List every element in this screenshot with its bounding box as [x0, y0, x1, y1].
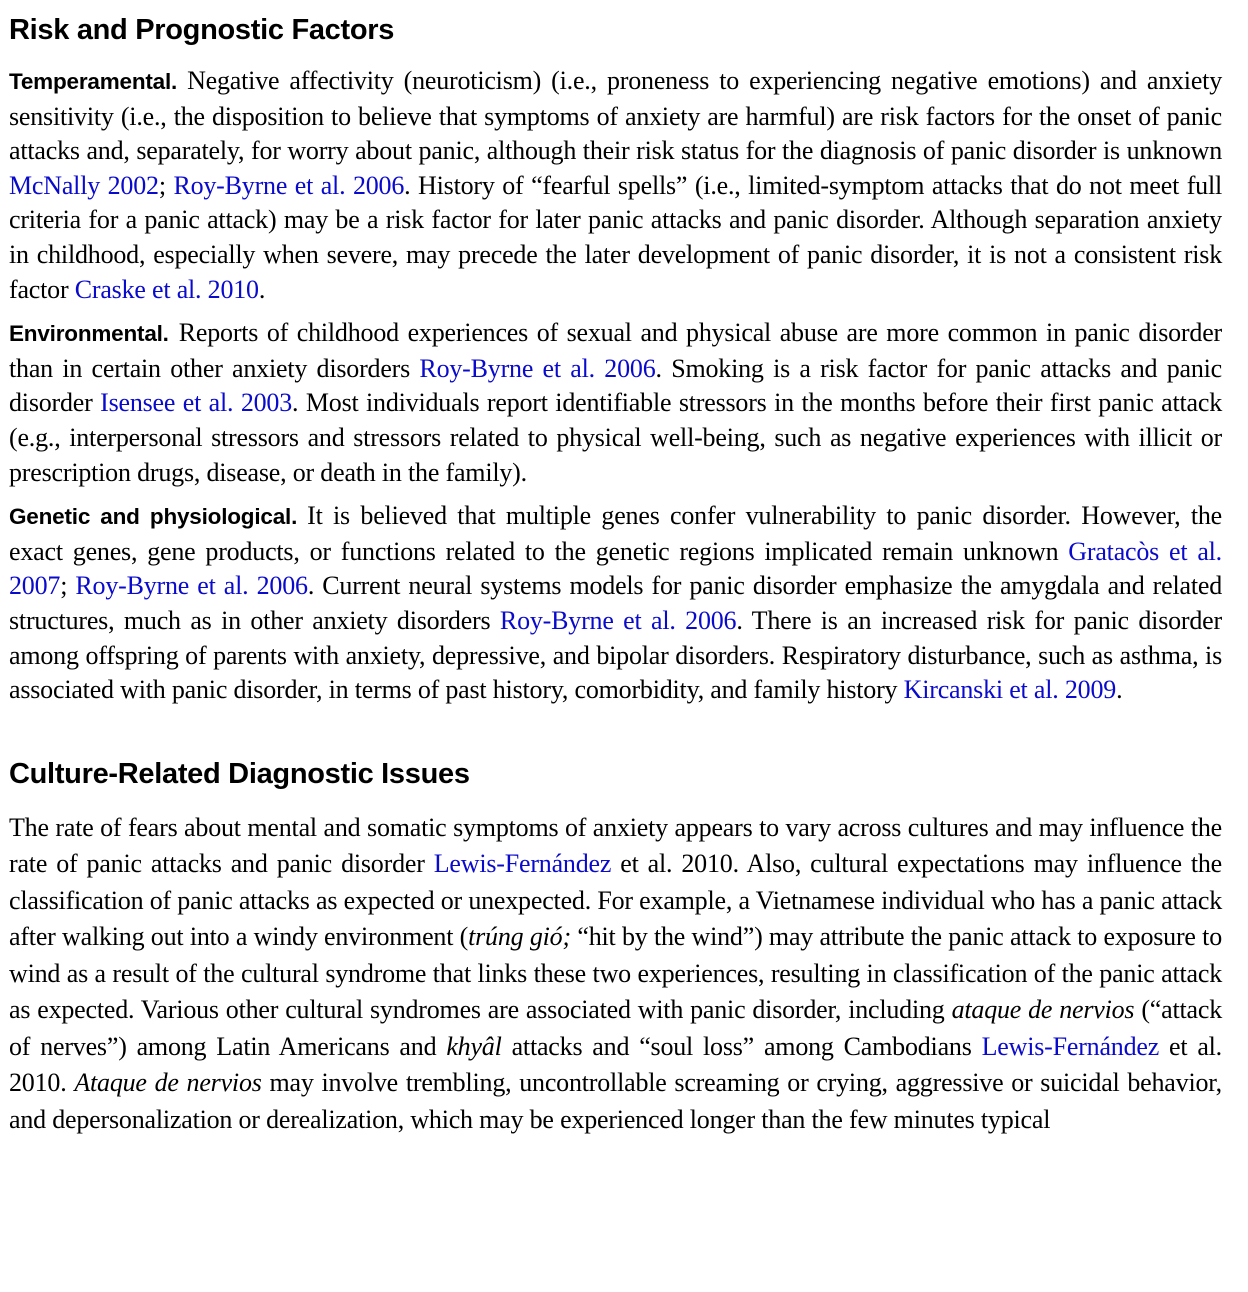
citation-link-roy-byrne-2006[interactable]: Roy-Byrne et al. 2006 — [419, 353, 656, 383]
text: The rate of fears about mental and somatic symptoms of anxiety appears to vary across cultures and may influence the rate of panic attacks and panic disorder — [9, 812, 1222, 879]
citation-link-roy-byrne-2006[interactable]: Roy-Byrne et al. 2006 — [173, 170, 405, 200]
text: . History of “fearful spells” (i.e., limited-symptom attacks that do not meet full criteria for a panic attack) may be a risk factor for later panic attacks and panic disorder. Although separation anxiety in childhood, especially when severe, may precede the later development of panic disorder, it is not a consistent risk factor — [9, 170, 1222, 304]
text: . Current neural systems models for panic disorder emphasize the amygdala and related structures, much as in other anxiety disorders — [9, 571, 1222, 635]
paragraph-culture — [9, 810, 1222, 1139]
italic-term-ataque-de-nervios: Ataque de nervios — [74, 1068, 262, 1098]
paragraph-environmental — [9, 316, 1222, 490]
italic-term-trung-gio: trúng gió; — [468, 922, 571, 952]
citation-link-isensee-2003[interactable]: Isensee et al. 2003 — [100, 388, 293, 418]
text: . — [258, 274, 266, 304]
text: Reports of childhood experiences of sexual and physical abuse are more common in panic disorder than in certain other anxiety disorders — [9, 318, 1222, 383]
citation-link-lewis-fernandez[interactable]: Lewis-Fernández — [981, 1031, 1160, 1061]
text: . Most individuals report identifiable stressors in the months before their first panic attack (e.g., interpersonal stressors and stressors related to physical well-being, such as negative experiences with illicit or prescription drugs, disease, or death in the family). — [9, 388, 1222, 487]
italic-term-ataque-de-nervios: ataque de nervios — [951, 995, 1135, 1025]
text: (“attack of nerves”) among Latin Americans and — [9, 995, 1222, 1061]
text: ; — [158, 170, 174, 200]
text: et al. 2010. — [9, 1031, 1222, 1098]
citation-link-mcnally-2002[interactable]: McNally 2002 — [9, 170, 159, 200]
text: et al. 2010. Also, cultural expectations may influence the classification of panic attacks as expected or unexpected. For example, a Vietnamese individual who has a panic attack after walking out into a windy environment ( — [9, 849, 1222, 952]
paragraph-genetic-physiological — [9, 499, 1222, 708]
text: It is believed that multiple genes confer vulnerability to panic disorder. However, the exact genes, gene products, or functions related to the genetic regions implicated remain unknown — [9, 501, 1222, 566]
text: “hit by the wind”) may attribute the panic attack to exposure to wind as a result of the cultural syndrome that links these two experiences, resulting in classification of the panic attack as expected. Various other cultural syndromes are associated with panic disorder, including — [9, 922, 1222, 1025]
text: . Smoking is a risk factor for panic attacks and panic disorder — [9, 353, 1222, 418]
text: attacks and “soul loss” among Cambodians — [501, 1031, 982, 1061]
italic-term-khyal: khyâl — [446, 1031, 502, 1061]
text: ; — [60, 571, 76, 601]
run-in-label-temperamental: Temperamental. — [9, 69, 178, 94]
text: may involve trembling, uncontrollable screaming or crying, aggressive or suicidal behavior, and depersonalization or derealization, which may be experienced longer than the few minutes typical — [9, 1068, 1222, 1134]
citation-link-craske-2010[interactable]: Craske et al. 2010 — [74, 274, 259, 304]
heading-culture-related-diagnostic-issues: Culture-Related Diagnostic Issues — [9, 757, 470, 790]
citation-link-roy-byrne-2006[interactable]: Roy-Byrne et al. 2006 — [75, 571, 308, 601]
paragraph-temperamental — [9, 64, 1222, 307]
text: . There is an increased risk for panic disorder among offspring of parents with anxiety, depressive, and bipolar disorders. Respiratory disturbance, such as asthma, is associated with panic disorder, in terms of past history, comorbidity, and family history — [9, 605, 1222, 705]
text: Negative affectivity (neuroticism) (i.e., proneness to experiencing negative emotions) and anxiety sensitivity (i.e., the disposition to believe that symptoms of anxiety are harmful) are risk factors for the onset of panic attacks and, separately, for worry about panic, although their risk status for the diagnosis of panic disorder is unknown — [9, 66, 1222, 166]
citation-link-lewis-fernandez[interactable]: Lewis-Fernández — [433, 849, 612, 879]
run-in-label-genetic-physiological: Genetic and physiological. — [9, 504, 298, 530]
citation-link-roy-byrne-2006[interactable]: Roy-Byrne et al. 2006 — [499, 605, 737, 635]
run-in-label-environmental: Environmental. — [9, 321, 169, 347]
citation-link-kircanski-2009[interactable]: Kircanski et al. 2009 — [903, 675, 1117, 705]
citation-link-gratacos-2007[interactable]: Gratacòs et al. 2007 — [9, 536, 1222, 601]
text: . — [1116, 675, 1123, 705]
heading-risk-prognostic-factors: Risk and Prognostic Factors — [9, 14, 395, 46]
